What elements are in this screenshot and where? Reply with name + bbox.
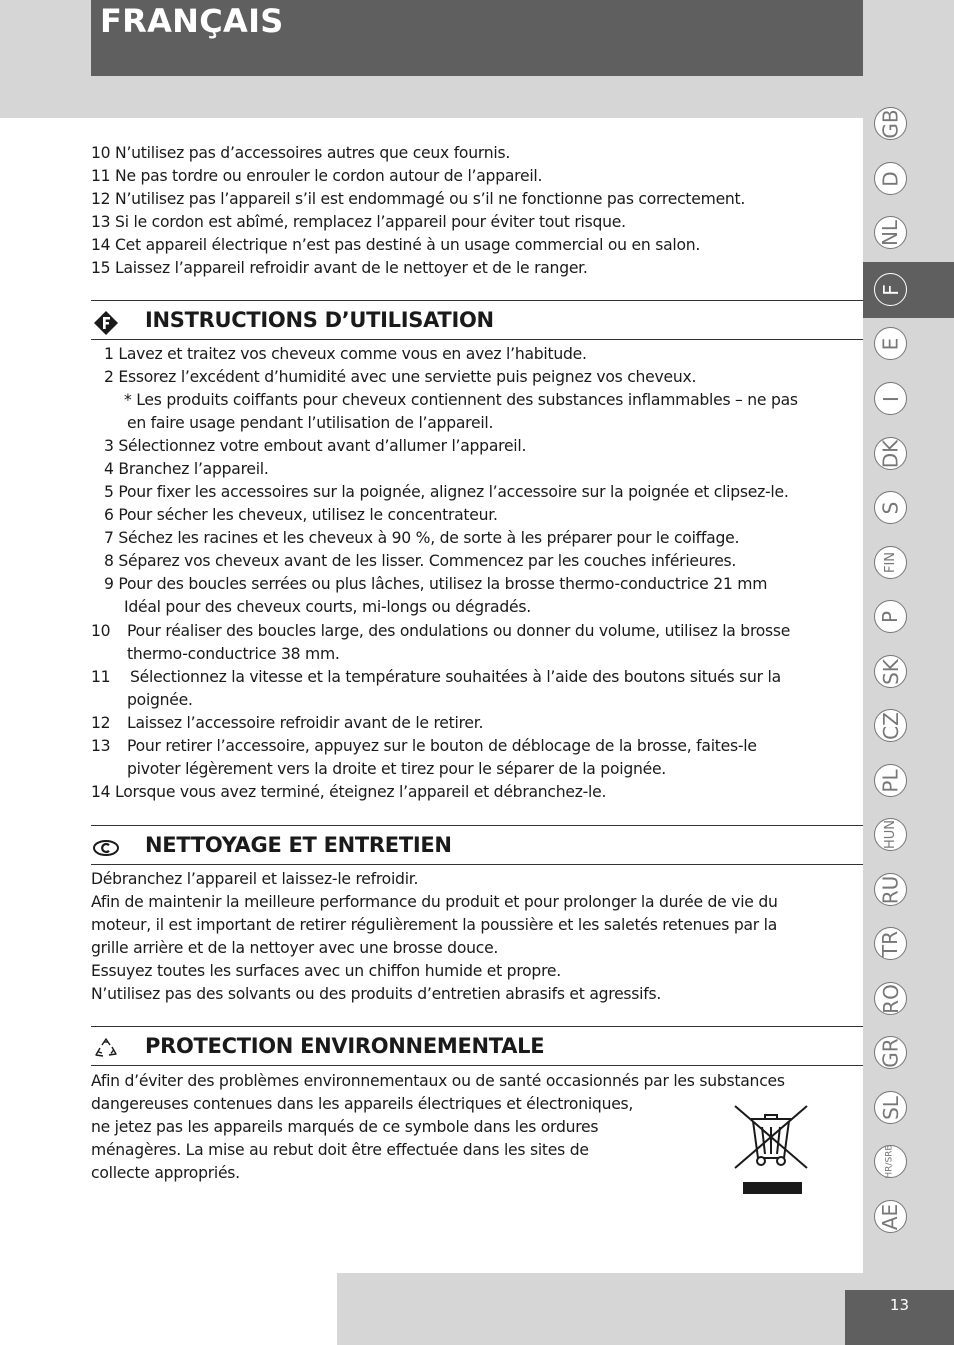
language-label-tr: TR [878, 930, 903, 957]
language-label-cz: CZ [878, 711, 903, 740]
instruction-6: 6 Pour sécher les cheveux, utilisez le concentrateur. [104, 506, 498, 524]
instruction-13-num: 13 [91, 737, 111, 755]
language-tab-hun[interactable] [874, 818, 907, 851]
instruction-11-cont: poignée. [127, 691, 193, 709]
instruction-10: Pour réaliser des boucles large, des ondulations ou donner du volume, utilisez la brosse [127, 622, 791, 640]
safety-item-13: 13 Si le cordon est abîmé, remplacez l’appareil pour éviter tout risque. [91, 213, 626, 231]
language-tab-fin[interactable] [874, 546, 907, 579]
instruction-note-2: en faire usage pendant l’utilisation de l’appareil. [127, 414, 494, 432]
page-title: FRANÇAIS [100, 2, 284, 40]
language-label-hr-srb: HR/SRB [885, 1144, 896, 1179]
language-label-e: E [878, 337, 903, 350]
environment-line-4: ménagères. La mise au rebut doit être effectuée dans les sites de [91, 1141, 589, 1159]
environment-line-1: Afin d’éviter des problèmes environnementaux ou de santé occasionnés par les substances [91, 1072, 785, 1090]
instruction-1: 1 Lavez et traitez vos cheveux comme vous en avez l’habitude. [104, 345, 587, 363]
safety-item-15: 15 Laissez l’appareil refroidir avant de le nettoyer et de le ranger. [91, 259, 588, 277]
language-tab-pl[interactable] [874, 764, 907, 797]
bottom-margin [0, 1273, 337, 1345]
instruction-10-cont: thermo-conductrice 38 mm. [127, 645, 340, 663]
cleaning-line-5: Essuyez toutes les surfaces avec un chiffon humide et propre. [91, 962, 561, 980]
language-tab-e[interactable] [874, 327, 907, 360]
language-label-f: F [878, 283, 903, 296]
language-tab-s[interactable] [874, 491, 907, 524]
language-label-dk: DK [878, 439, 903, 468]
cleaning-line-1: Débranchez l’appareil et laissez-le refroidir. [91, 870, 419, 888]
safety-item-14: 14 Cet appareil électrique n’est pas destiné à un usage commercial ou en salon. [91, 236, 701, 254]
language-label-p: P [878, 610, 903, 623]
instruction-3: 3 Sélectionnez votre embout avant d’allumer l’appareil. [104, 437, 527, 455]
f-diamond-icon [93, 310, 119, 336]
language-label-gr: GR [878, 1037, 903, 1068]
instruction-2: 2 Essorez l’excédent d’humidité avec une serviette puis peignez vos cheveux. [104, 368, 697, 386]
safety-item-12: 12 N’utilisez pas l’appareil s’il est endommagé ou s’il ne fonctionne pas correctement. [91, 190, 746, 208]
language-tab-sl[interactable] [874, 1091, 907, 1124]
language-label-d: D [878, 170, 903, 187]
cleaning-heading [91, 825, 863, 865]
instructions-title: INSTRUCTIONS D’UTILISATION [145, 308, 494, 332]
cleaning-line-3: moteur, il est important de retirer régulièrement la poussière et les saletés retenues par la [91, 916, 778, 934]
language-label-hun: HUN [882, 819, 898, 850]
cleaning-line-6: N’utilisez pas des solvants ou des produits d’entretien abrasifs et agressifs. [91, 985, 662, 1003]
language-tab-gr[interactable] [874, 1036, 907, 1069]
language-tab-ru[interactable] [874, 873, 907, 906]
language-label-pl: PL [878, 768, 903, 793]
instruction-12-num: 12 [91, 714, 111, 732]
environment-line-3: ne jetez pas les appareils marqués de ce symbole dans les ordures [91, 1118, 599, 1136]
header-bar [91, 0, 863, 76]
instruction-note-1: * Les produits coiffants pour cheveux contiennent des substances inflammables – ne pas [124, 391, 798, 409]
cleaning-title: NETTOYAGE ET ENTRETIEN [145, 833, 452, 857]
environment-title: PROTECTION ENVIRONNEMENTALE [145, 1034, 545, 1058]
instruction-9-cont: Idéal pour des cheveux courts, mi-longs ou dégradés. [124, 598, 531, 616]
instruction-9: 9 Pour des boucles serrées ou plus lâches, utilisez la brosse thermo-conductrice 21 mm [104, 575, 768, 593]
environment-line-5: collecte appropriés. [91, 1164, 240, 1182]
instruction-8: 8 Séparez vos cheveux avant de les lisser. Commencez par les couches inférieures. [104, 552, 737, 570]
instruction-13: Pour retirer l’accessoire, appuyez sur le bouton de déblocage de la brosse, faites-le [127, 737, 757, 755]
language-label-gb: GB [878, 108, 903, 139]
language-tab-hr-srb[interactable] [874, 1145, 907, 1178]
safety-item-11: 11 Ne pas tordre ou enrouler le cordon autour de l’appareil. [91, 167, 543, 185]
instruction-11: Sélectionnez la vitesse et la température souhaitées à l’aide des boutons situés sur la [130, 668, 781, 686]
language-label-s: S [878, 501, 903, 514]
language-label-ro: RO [878, 983, 903, 1014]
cleaning-line-2: Afin de maintenir la meilleure performance du produit et pour prolonger la durée de vie du [91, 893, 778, 911]
language-tab-f[interactable] [874, 273, 907, 306]
instruction-14: 14 Lorsque vous avez terminé, éteignez l’appareil et débranchez-le. [91, 783, 607, 801]
language-tab-sk[interactable] [874, 655, 907, 688]
environment-heading [91, 1026, 863, 1066]
language-tabs [863, 98, 918, 1248]
language-tab-cz[interactable] [874, 709, 907, 742]
instruction-7: 7 Séchez les racines et les cheveux à 90 %, de sorte à les préparer pour le coiffage. [104, 529, 740, 547]
page-number: 13 [889, 1296, 909, 1314]
page-number-box [845, 1290, 954, 1345]
language-label-sk: SK [878, 658, 903, 685]
language-label-fin: FIN [882, 551, 898, 574]
recycle-icon [93, 1036, 119, 1062]
instruction-4: 4 Branchez l’appareil. [104, 460, 269, 478]
cleaning-line-4: grille arrière et de la nettoyer avec une brosse douce. [91, 939, 499, 957]
instruction-5: 5 Pour fixer les accessoires sur la poignée, alignez l’accessoire sur la poignée et clipsez-le. [104, 483, 789, 501]
safety-item-10: 10 N’utilisez pas d’accessoires autres que ceux fournis. [91, 144, 511, 162]
language-label-ae: AE [878, 1203, 903, 1230]
language-tab-p[interactable] [874, 600, 907, 633]
language-tab-gb[interactable] [874, 107, 907, 140]
crossed-bin-icon [731, 1102, 811, 1194]
language-tab-d[interactable] [874, 162, 907, 195]
instruction-13-cont: pivoter légèrement vers la droite et tirez pour le séparer de la poignée. [127, 760, 666, 778]
language-tab-tr[interactable] [874, 927, 907, 960]
language-tab-i[interactable] [874, 382, 907, 415]
language-tab-nl[interactable] [874, 216, 907, 249]
instruction-10-num: 10 [91, 622, 111, 640]
language-label-ru: RU [878, 875, 903, 904]
language-label-nl: NL [878, 219, 903, 246]
language-label-i: I [878, 395, 903, 402]
instructions-heading [91, 300, 863, 340]
language-label-sl: SL [878, 1095, 903, 1120]
instruction-12: Laissez l’accessoire refroidir avant de le retirer. [127, 714, 484, 732]
language-tab-ae[interactable] [874, 1200, 907, 1233]
instruction-11-num: 11 [91, 668, 111, 686]
environment-line-2: dangereuses contenues dans les appareils électriques et électroniques, [91, 1095, 634, 1113]
language-tab-ro[interactable] [874, 982, 907, 1015]
language-tab-dk[interactable] [874, 437, 907, 470]
c-eye-icon [93, 835, 119, 861]
